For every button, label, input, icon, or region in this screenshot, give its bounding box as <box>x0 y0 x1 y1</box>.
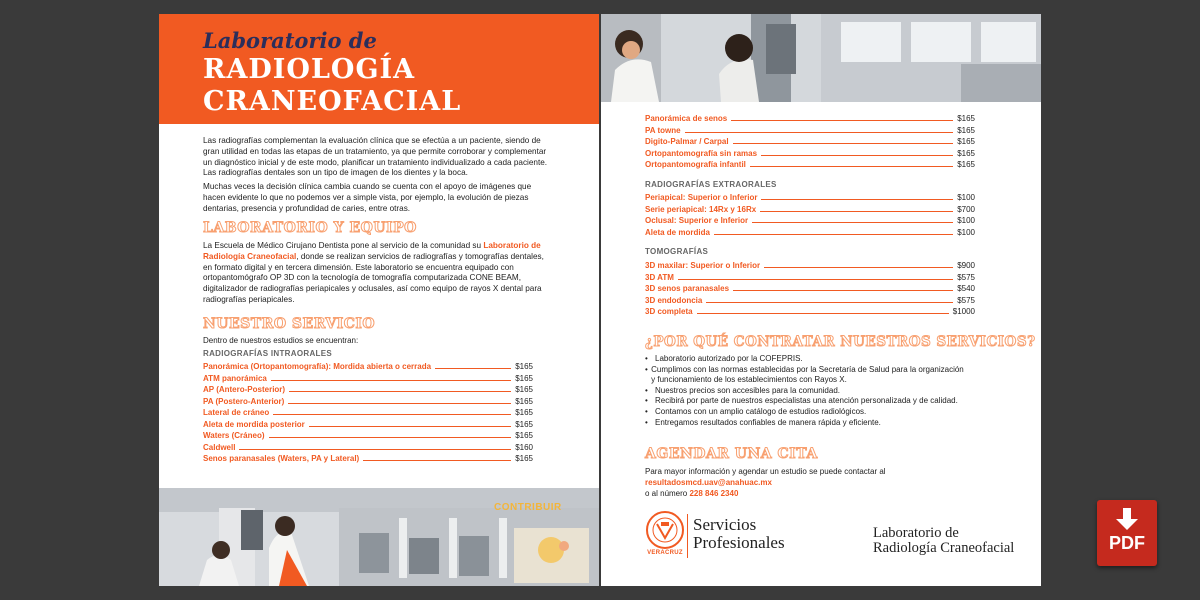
logo-title-line2: Profesionales <box>693 533 785 552</box>
dotted-leader <box>714 234 953 235</box>
price-row-name: PA (Postero-Anterior) <box>203 396 285 406</box>
price-row <box>645 226 975 237</box>
bullet-icon: • <box>645 364 648 374</box>
dotted-leader <box>761 199 953 200</box>
banner-title-line2: CRANEOFACIAL <box>203 86 462 117</box>
price-row-price: $100 <box>957 227 975 237</box>
price-row-name: Ortopantomografía infantil <box>645 160 746 169</box>
bullet-icon: • <box>645 385 648 395</box>
pdf-label: PDF <box>1109 533 1145 553</box>
list-item-text: Cumplimos con las normas establecidas por la Secretaría de Salud para la organización y funcionamiento de los establecimientos con Rayos X. <box>651 364 964 385</box>
price-row-price: $165 <box>515 385 533 394</box>
appointment-text-b: o al número <box>645 488 690 498</box>
price-row-name: Oclusal: Superior e Inferior <box>645 216 749 225</box>
price-row-name: Serie periapical: 14Rx y 16Rx <box>645 204 757 214</box>
footer-title <box>873 526 1014 556</box>
logo-word: VERACRUZ <box>647 550 683 556</box>
dotted-leader <box>760 211 953 212</box>
lab-heading: LABORATORIO Y EQUIPO <box>203 220 417 236</box>
why-heading: ¿POR QUÉ CONTRATAR NUESTROS SERVICIOS? <box>645 334 1036 350</box>
list-item <box>645 365 965 386</box>
price-row-name: 3D endodoncia <box>645 295 703 305</box>
list-item-text: Entregamos resultados confiables de manera rápida y eficiente. <box>655 417 881 427</box>
lab-text-a: La Escuela de Médico Cirujano Dentista pone al servicio de la comunidad su <box>203 241 484 250</box>
brochure-page-right <box>601 14 1041 586</box>
lab-photo-top <box>601 14 1041 102</box>
price-row-price: $165 <box>515 396 533 406</box>
intro-paragraph-1: Las radiografías complementan la evaluación clínica que se efectúa a un paciente, siendo de gran utilidad en todas las etapas de un tratamiento, ya que permite corroborar y complementar un diagnóstico inicial y de este modo, planificar un tratamiento individualizado a cada paciente. Las radiografías dentales son un tipo de imagen de los dientes y la boca. <box>203 136 548 178</box>
price-row-name: Waters (Cráneo) <box>203 431 265 440</box>
price-row-name: Panorámica de senos <box>645 114 728 123</box>
dotted-leader <box>309 426 511 427</box>
price-row <box>203 383 533 394</box>
price-row-price: $165 <box>515 373 533 383</box>
appointment-email-link[interactable]: resultadosmcd.uav@anahuac.mx <box>645 477 772 487</box>
service-heading: NUESTRO SERVICIO <box>203 316 376 332</box>
dotted-leader <box>764 267 953 268</box>
why-list <box>645 354 965 428</box>
bullet-icon: • <box>645 354 648 363</box>
banner-title-line1: RADIOLOGÍA <box>203 54 416 85</box>
price-row-name: 3D senos paranasales <box>645 284 730 293</box>
price-row-name: Panorámica (Ortopantomografía): Mordida abierta o cerrada <box>203 362 432 371</box>
intro-paragraph-2: Muchas veces la decisión clínica cambia cuando se cuenta con el apoyo de imágenes que hacen evidente lo que no podemos ver a simple vista, por ejemplo, la evolución de piezas dentarias, presencia y profundidad de caries, entre otras. <box>203 182 532 213</box>
price-row-price: $165 <box>515 419 533 429</box>
lab-text-b: , donde se realizan servicios de radiografías y tomografías dentales, en formato digital y en tercera dimensión. Este laboratorio se encuentra equipado con ortopantomógrafo OP 3D con la tecnología de tomografía computarizada CONE BEAM, digitalizador de radiografías periapicales y oclusales, así como equipo de rayos X dental para radiografías periapicales. <box>203 251 544 304</box>
price-row <box>203 372 533 383</box>
appointment-phone-link[interactable]: 228 846 2340 <box>689 488 739 498</box>
price-row-price: $165 <box>957 125 975 135</box>
price-row-name: Aleta de mordida posterior <box>203 419 305 429</box>
price-row <box>645 147 975 158</box>
price-row <box>645 112 975 123</box>
bullet-icon: • <box>645 396 648 406</box>
university-logo <box>645 510 795 566</box>
list-item <box>645 396 965 407</box>
price-row-name: Aleta de mordida <box>645 227 710 237</box>
price-row-price: $165 <box>957 148 975 158</box>
price-row-price: $700 <box>957 204 975 214</box>
dotted-leader <box>706 302 953 303</box>
list-item <box>645 386 965 397</box>
logo-title <box>693 516 785 552</box>
appointment-text-a: Para mayor información y agendar un estudio se puede contactar al <box>645 467 886 476</box>
lab-paragraph <box>203 241 549 306</box>
price-row <box>203 395 533 406</box>
price-row <box>645 124 975 135</box>
price-row-name: ATM panorámica <box>203 373 267 383</box>
list-item <box>645 418 965 429</box>
price-row <box>645 271 975 282</box>
price-row <box>203 441 533 452</box>
price-row <box>645 305 975 316</box>
price-row-name: Senos paranasales (Waters, PA y Lateral) <box>203 454 360 463</box>
price-row <box>645 191 975 202</box>
price-row <box>203 418 533 429</box>
price-row-price: $165 <box>515 431 533 440</box>
price-row <box>645 203 975 214</box>
price-row-price: $165 <box>515 362 533 371</box>
price-row-price: $100 <box>957 216 975 225</box>
price-row-name: 3D ATM <box>645 272 674 282</box>
dotted-leader <box>271 380 511 381</box>
dotted-leader <box>239 449 511 450</box>
price-row-price: $165 <box>957 114 975 123</box>
price-row <box>645 135 975 146</box>
logo-title-line1: Servicios <box>693 515 757 534</box>
dotted-leader <box>269 437 512 438</box>
appointment-heading: AGENDAR UNA CITA <box>645 446 818 462</box>
lab-photo-top-illustration <box>601 14 1041 102</box>
dotted-leader <box>733 290 953 291</box>
footer-title-line1: Laboratorio de <box>873 525 959 541</box>
price-row <box>645 259 975 270</box>
dotted-leader <box>697 313 949 314</box>
price-row <box>645 294 975 305</box>
lab-name-highlight: Laboratorio de Radiología Craneofacial <box>203 241 541 261</box>
title-banner <box>159 14 599 124</box>
intraoral-heading: RADIOGRAFÍAS INTRAORALES <box>203 349 332 358</box>
pdf-download-button[interactable] <box>1097 500 1157 566</box>
download-arrow-icon <box>1097 504 1157 536</box>
tomography-heading: TOMOGRAFÍAS <box>645 247 709 256</box>
dotted-leader <box>685 132 954 133</box>
appointment-text <box>645 467 1005 499</box>
price-row-price: $100 <box>957 193 975 202</box>
price-row <box>203 429 533 440</box>
price-row-price: $900 <box>957 261 975 270</box>
price-row-name: Digito-Palmar / Carpal <box>645 137 729 146</box>
price-row-price: $165 <box>515 408 533 417</box>
bullet-icon: • <box>645 417 648 427</box>
price-row-name: Periapical: Superior o Inferior <box>645 193 758 202</box>
price-row <box>203 406 533 417</box>
price-row-price: $540 <box>957 284 975 293</box>
photo-wall-sign: CONTRIBUIR <box>494 502 562 513</box>
list-item-text: Laboratorio autorizado por la COFEPRIS. <box>655 354 803 363</box>
list-item <box>645 407 965 418</box>
price-row-name: Lateral de cráneo <box>203 408 270 417</box>
dotted-leader <box>761 155 953 156</box>
logo-divider <box>687 514 688 558</box>
price-row-price: $165 <box>957 137 975 146</box>
dotted-leader <box>288 403 511 404</box>
dotted-leader <box>289 391 511 392</box>
price-row-name: PA towne <box>645 125 681 135</box>
dotted-leader <box>752 222 953 223</box>
price-row <box>645 214 975 225</box>
price-row <box>645 158 975 169</box>
list-item <box>645 354 965 365</box>
price-row-price: $575 <box>957 272 975 282</box>
price-row-price: $165 <box>957 160 975 169</box>
dotted-leader <box>733 143 954 144</box>
price-row-name: AP (Antero-Posterior) <box>203 385 286 394</box>
price-row <box>203 360 533 371</box>
price-row <box>645 282 975 293</box>
price-row-price: $1000 <box>952 307 975 316</box>
price-row-price: $160 <box>515 442 533 452</box>
list-item-text: Contamos con un amplio catálogo de estudios radiológicos. <box>655 406 867 416</box>
dotted-leader <box>678 279 953 280</box>
list-item-text: Recibirá por parte de nuestros especialistas una atención personalizada y de calidad. <box>655 396 958 406</box>
dotted-leader <box>273 414 511 415</box>
price-row <box>203 452 533 463</box>
bullet-icon: • <box>645 406 648 416</box>
lab-photo-bottom <box>159 488 599 586</box>
price-row-name: 3D maxilar: Superior o Inferior <box>645 261 761 270</box>
price-row-name: Caldwell <box>203 442 236 452</box>
price-row-name: Ortopantomografía sin ramas <box>645 148 758 158</box>
dotted-leader <box>363 460 511 461</box>
dotted-leader <box>750 166 953 167</box>
dotted-leader <box>435 368 511 369</box>
dotted-leader <box>731 120 953 121</box>
banner-subtitle: Laboratorio de <box>203 28 377 53</box>
brochure-page-left <box>159 14 599 586</box>
price-row-price: $165 <box>515 454 533 463</box>
extraoral-heading: RADIOGRAFÍAS EXTRAORALES <box>645 180 777 189</box>
service-intro: Dentro de nuestros estudios se encuentran: <box>203 336 359 345</box>
price-row-price: $575 <box>957 295 975 305</box>
footer-title-line2: Radiología Craneofacial <box>873 540 1015 556</box>
price-row-name: 3D completa <box>645 307 693 316</box>
list-item-text: Nuestros precios son accesibles para la comunidad. <box>655 385 840 395</box>
